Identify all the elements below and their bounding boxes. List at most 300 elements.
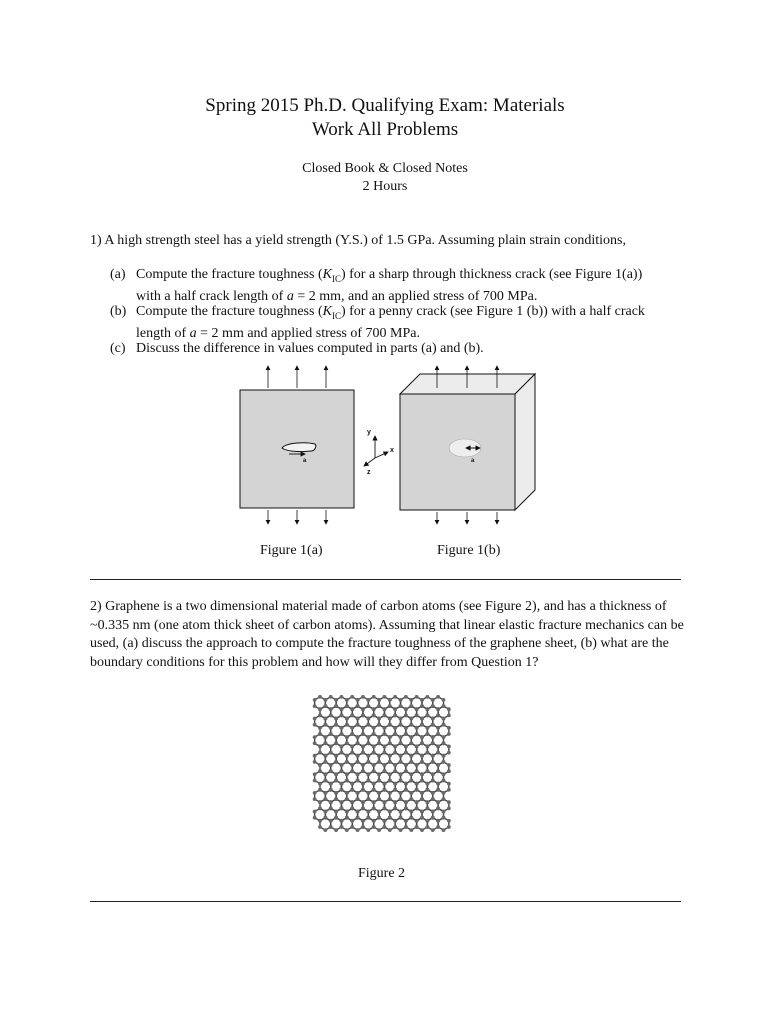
carbon-atom bbox=[447, 782, 451, 786]
carbon-atom bbox=[323, 772, 327, 776]
carbon-atom bbox=[409, 760, 413, 764]
carbon-atom bbox=[409, 735, 413, 739]
carbon-atom bbox=[366, 735, 370, 739]
q1-item-b bbox=[110, 303, 670, 344]
carbon-atom bbox=[393, 763, 397, 767]
carbon-atom bbox=[366, 704, 370, 708]
carbon-atom bbox=[431, 717, 435, 721]
carbon-atom bbox=[361, 732, 365, 736]
q1-item-a-label: (a) bbox=[110, 267, 126, 282]
carbon-atom bbox=[323, 816, 327, 820]
carbon-atom bbox=[345, 816, 349, 820]
carbon-atom bbox=[399, 797, 403, 801]
carbon-atom bbox=[356, 810, 360, 814]
carbon-atom bbox=[388, 828, 392, 832]
carbon-atom bbox=[420, 717, 424, 721]
carbon-atom bbox=[409, 754, 413, 758]
carbon-atom bbox=[334, 735, 338, 739]
carbon-atom bbox=[383, 726, 387, 730]
carbon-atom bbox=[404, 732, 408, 736]
carbon-atom bbox=[431, 698, 435, 702]
carbon-atom bbox=[442, 828, 446, 832]
carbon-atom bbox=[345, 723, 349, 727]
carbon-atom bbox=[431, 735, 435, 739]
carbon-atom bbox=[345, 810, 349, 814]
carbon-atom bbox=[361, 769, 365, 773]
carbon-atom bbox=[409, 810, 413, 814]
carbon-atom bbox=[345, 754, 349, 758]
carbon-atom bbox=[350, 726, 354, 730]
carbon-atom bbox=[399, 779, 403, 783]
carbon-atom bbox=[442, 717, 446, 721]
carbon-atom bbox=[436, 732, 440, 736]
carbon-atom bbox=[388, 754, 392, 758]
carbon-atom bbox=[425, 726, 429, 730]
carbon-atom bbox=[425, 782, 429, 786]
axis-x-label: x bbox=[390, 447, 394, 454]
carbon-atom bbox=[329, 800, 333, 804]
carbon-atom bbox=[356, 704, 360, 708]
carbon-atom bbox=[377, 760, 381, 764]
carbon-atom bbox=[366, 797, 370, 801]
carbon-atom bbox=[318, 788, 322, 792]
carbon-atom bbox=[334, 754, 338, 758]
carbon-atom bbox=[318, 707, 322, 711]
k-symbol: K bbox=[322, 267, 332, 282]
carbon-atom bbox=[366, 723, 370, 727]
carbon-atom bbox=[388, 797, 392, 801]
carbon-atom bbox=[318, 769, 322, 773]
carbon-atom bbox=[372, 751, 376, 755]
carbon-atom bbox=[425, 800, 429, 804]
carbon-atom bbox=[323, 797, 327, 801]
carbon-atom bbox=[350, 707, 354, 711]
carbon-atom bbox=[366, 810, 370, 814]
carbon-atom bbox=[318, 782, 322, 786]
carbon-atom bbox=[431, 791, 435, 795]
carbon-atom bbox=[361, 819, 365, 823]
k-subscript: IC bbox=[331, 273, 341, 284]
carbon-atom bbox=[388, 698, 392, 702]
carbon-atom bbox=[313, 741, 317, 745]
figure-1a-caption: Figure 1(a) bbox=[260, 543, 323, 558]
carbon-atom bbox=[383, 769, 387, 773]
carbon-atom bbox=[420, 741, 424, 745]
carbon-atom bbox=[420, 704, 424, 708]
carbon-atom bbox=[442, 741, 446, 745]
carbon-atom bbox=[366, 754, 370, 758]
carbon-atom bbox=[356, 772, 360, 776]
q1-intro: 1) A high strength steel has a yield strength (Y.S.) of 1.5 GPa. Assuming plain strain conditions, bbox=[90, 233, 626, 248]
carbon-atom bbox=[420, 698, 424, 702]
exam-title: Spring 2015 Ph.D. Qualifying Exam: Materials bbox=[205, 95, 565, 116]
carbon-atom bbox=[340, 745, 344, 749]
carbon-atom bbox=[399, 828, 403, 832]
carbon-atom bbox=[404, 714, 408, 718]
carbon-atom bbox=[383, 732, 387, 736]
carbon-atom bbox=[399, 810, 403, 814]
carbon-atom bbox=[404, 707, 408, 711]
carbon-atom bbox=[366, 779, 370, 783]
carbon-atom bbox=[372, 788, 376, 792]
carbon-atom bbox=[447, 769, 451, 773]
carbon-atom bbox=[399, 741, 403, 745]
carbon-atom bbox=[323, 760, 327, 764]
carbon-atom bbox=[329, 745, 333, 749]
carbon-atom bbox=[415, 695, 419, 699]
carbon-atom bbox=[329, 819, 333, 823]
carbon-atom bbox=[442, 779, 446, 783]
carbon-atom bbox=[366, 791, 370, 795]
carbon-atom bbox=[372, 707, 376, 711]
carbon-atom bbox=[334, 791, 338, 795]
carbon-atom bbox=[313, 772, 317, 776]
carbon-atom bbox=[393, 807, 397, 811]
carbon-atom bbox=[318, 695, 322, 699]
carbon-atom bbox=[431, 772, 435, 776]
carbon-atom bbox=[350, 714, 354, 718]
carbon-atom bbox=[334, 741, 338, 745]
carbon-atom bbox=[388, 772, 392, 776]
carbon-atom bbox=[313, 704, 317, 708]
carbon-atom bbox=[372, 726, 376, 730]
carbon-atom bbox=[431, 797, 435, 801]
carbon-atom bbox=[313, 717, 317, 721]
carbon-atom bbox=[350, 732, 354, 736]
carbon-atom bbox=[420, 754, 424, 758]
carbon-atom bbox=[399, 717, 403, 721]
carbon-atom bbox=[361, 751, 365, 755]
carbon-atom bbox=[377, 698, 381, 702]
carbon-atom bbox=[329, 807, 333, 811]
carbon-atom bbox=[356, 797, 360, 801]
carbon-atom bbox=[313, 760, 317, 764]
section-divider bbox=[90, 579, 681, 580]
carbon-atom bbox=[409, 779, 413, 783]
carbon-atom bbox=[383, 763, 387, 767]
q1-item-b-label: (b) bbox=[110, 304, 127, 319]
carbon-atom bbox=[393, 782, 397, 786]
carbon-atom bbox=[350, 807, 354, 811]
carbon-atom bbox=[334, 698, 338, 702]
carbon-atom bbox=[399, 698, 403, 702]
a-symbol: a bbox=[286, 289, 294, 305]
carbon-atom bbox=[442, 735, 446, 739]
carbon-atom bbox=[313, 797, 317, 801]
carbon-atom bbox=[425, 695, 429, 699]
carbon-atom bbox=[431, 760, 435, 764]
carbon-atom bbox=[425, 819, 429, 823]
exam-subtitle: Work All Problems bbox=[311, 119, 459, 140]
carbon-atom bbox=[388, 791, 392, 795]
carbon-atom bbox=[372, 695, 376, 699]
carbon-atom bbox=[388, 810, 392, 814]
carbon-atom bbox=[399, 772, 403, 776]
carbon-atom bbox=[340, 714, 344, 718]
carbon-atom bbox=[388, 741, 392, 745]
carbon-atom bbox=[436, 800, 440, 804]
carbon-atom bbox=[393, 714, 397, 718]
carbon-atom bbox=[393, 695, 397, 699]
carbon-atom bbox=[377, 816, 381, 820]
carbon-atom bbox=[436, 751, 440, 755]
carbon-atom bbox=[377, 754, 381, 758]
carbon-atom bbox=[388, 723, 392, 727]
carbon-atom bbox=[318, 745, 322, 749]
carbon-atom bbox=[388, 704, 392, 708]
carbon-atom bbox=[372, 745, 376, 749]
carbon-atom bbox=[393, 707, 397, 711]
carbon-atom bbox=[361, 707, 365, 711]
carbon-atom bbox=[442, 810, 446, 814]
carbon-atom bbox=[442, 772, 446, 776]
carbon-atom bbox=[361, 800, 365, 804]
carbon-atom bbox=[415, 819, 419, 823]
carbon-atom bbox=[356, 791, 360, 795]
carbon-atom bbox=[415, 782, 419, 786]
carbon-atom bbox=[383, 714, 387, 718]
carbon-atom bbox=[313, 779, 317, 783]
a-symbol: a bbox=[189, 326, 197, 342]
carbon-atom bbox=[361, 763, 365, 767]
carbon-atom bbox=[420, 760, 424, 764]
carbon-atom bbox=[313, 698, 317, 702]
carbon-atom bbox=[361, 714, 365, 718]
q1-item-a-text-3: = 2 mm, and an applied stress of 700 MPa. bbox=[293, 289, 538, 305]
carbon-atom bbox=[415, 726, 419, 730]
carbon-atom bbox=[399, 791, 403, 795]
carbon-atom bbox=[329, 751, 333, 755]
carbon-atom bbox=[425, 769, 429, 773]
carbon-atom bbox=[383, 800, 387, 804]
carbon-atom bbox=[388, 760, 392, 764]
carbon-atom bbox=[399, 754, 403, 758]
carbon-atom bbox=[436, 807, 440, 811]
carbon-atom bbox=[350, 819, 354, 823]
carbon-atom bbox=[409, 698, 413, 702]
carbon-atom bbox=[436, 763, 440, 767]
carbon-atom bbox=[383, 745, 387, 749]
carbon-atom bbox=[399, 723, 403, 727]
carbon-atom bbox=[404, 788, 408, 792]
carbon-atom bbox=[377, 797, 381, 801]
carbon-atom bbox=[323, 698, 327, 702]
carbon-atom bbox=[372, 769, 376, 773]
carbon-atom bbox=[442, 704, 446, 708]
carbon-atom bbox=[415, 751, 419, 755]
carbon-atom bbox=[377, 772, 381, 776]
carbon-atom bbox=[393, 745, 397, 749]
carbon-atom bbox=[447, 751, 451, 755]
carbon-atom bbox=[329, 726, 333, 730]
carbon-atom bbox=[350, 695, 354, 699]
carbon-atom bbox=[340, 751, 344, 755]
carbon-atom bbox=[340, 782, 344, 786]
carbon-atom bbox=[383, 788, 387, 792]
carbon-atom bbox=[377, 741, 381, 745]
carbon-atom bbox=[329, 732, 333, 736]
carbon-atom bbox=[323, 723, 327, 727]
carbon-atom bbox=[420, 791, 424, 795]
carbon-atom bbox=[420, 797, 424, 801]
carbon-atom bbox=[436, 782, 440, 786]
carbon-atom bbox=[404, 825, 408, 829]
carbon-atom bbox=[323, 735, 327, 739]
carbon-atom bbox=[447, 788, 451, 792]
carbon-atom bbox=[356, 816, 360, 820]
carbon-atom bbox=[425, 788, 429, 792]
carbon-atom bbox=[399, 704, 403, 708]
carbon-atom bbox=[345, 735, 349, 739]
crack-label-b: a bbox=[471, 458, 475, 464]
carbon-atom bbox=[356, 735, 360, 739]
carbon-atom bbox=[447, 763, 451, 767]
carbon-atom bbox=[442, 760, 446, 764]
coordinate-axes bbox=[364, 429, 394, 476]
carbon-atom bbox=[409, 741, 413, 745]
carbon-atom bbox=[425, 745, 429, 749]
carbon-atom bbox=[447, 807, 451, 811]
carbon-atom bbox=[345, 760, 349, 764]
carbon-atom bbox=[404, 819, 408, 823]
carbon-atom bbox=[442, 797, 446, 801]
carbon-atom bbox=[399, 735, 403, 739]
carbon-atom bbox=[356, 698, 360, 702]
carbon-atom bbox=[377, 723, 381, 727]
carbon-atom bbox=[372, 714, 376, 718]
graphene-lattice-figure bbox=[312, 695, 458, 847]
carbon-atom bbox=[334, 828, 338, 832]
carbon-atom bbox=[340, 726, 344, 730]
carbon-atom bbox=[334, 704, 338, 708]
carbon-atom bbox=[436, 714, 440, 718]
carbon-atom bbox=[404, 807, 408, 811]
carbon-atom bbox=[393, 732, 397, 736]
carbon-atom bbox=[350, 788, 354, 792]
q1-item-b-text-3: = 2 mm and applied stress of 700 MPa. bbox=[196, 326, 420, 342]
figure-2-caption: Figure 2 bbox=[358, 866, 406, 881]
q1-item-b-text-2: ) for a penny crack (see Figure 1 (b)) with a half crack length of bbox=[136, 304, 645, 342]
carbon-atom bbox=[409, 717, 413, 721]
carbon-atom bbox=[345, 717, 349, 721]
carbon-atom bbox=[415, 807, 419, 811]
carbon-atom bbox=[356, 779, 360, 783]
carbon-atom bbox=[361, 782, 365, 786]
carbon-atom bbox=[399, 760, 403, 764]
carbon-atom bbox=[356, 741, 360, 745]
carbon-atom bbox=[323, 810, 327, 814]
carbon-atom bbox=[350, 825, 354, 829]
carbon-atom bbox=[393, 788, 397, 792]
carbon-atom bbox=[436, 788, 440, 792]
carbon-atom bbox=[345, 741, 349, 745]
figure-1b-caption: Figure 1(b) bbox=[437, 543, 501, 558]
carbon-atom bbox=[409, 723, 413, 727]
carbon-atom bbox=[420, 779, 424, 783]
carbon-atom bbox=[436, 745, 440, 749]
carbon-atom bbox=[356, 754, 360, 758]
carbon-atom bbox=[361, 788, 365, 792]
carbon-atom bbox=[431, 723, 435, 727]
carbon-atom bbox=[313, 735, 317, 739]
carbon-atom bbox=[388, 717, 392, 721]
carbon-atom bbox=[323, 704, 327, 708]
carbon-atom bbox=[404, 726, 408, 730]
carbon-atom bbox=[377, 810, 381, 814]
carbon-atom bbox=[447, 714, 451, 718]
carbon-atom bbox=[340, 695, 344, 699]
carbon-atom bbox=[404, 800, 408, 804]
carbon-atom bbox=[318, 807, 322, 811]
carbon-atom bbox=[318, 800, 322, 804]
carbon-atom bbox=[420, 723, 424, 727]
exam-duration: 2 Hours bbox=[362, 179, 408, 194]
carbon-atom bbox=[388, 735, 392, 739]
carbon-atom bbox=[404, 751, 408, 755]
carbon-atom bbox=[415, 763, 419, 767]
q1-item-a-text-1: Compute the fracture toughness ( bbox=[136, 267, 323, 282]
plate-a bbox=[240, 366, 354, 524]
carbon-atom bbox=[329, 763, 333, 767]
carbon-atom bbox=[388, 779, 392, 783]
carbon-atom bbox=[399, 816, 403, 820]
carbon-atom bbox=[377, 828, 381, 832]
carbon-atom bbox=[442, 791, 446, 795]
q1-item-a bbox=[110, 266, 670, 307]
carbon-atom bbox=[340, 732, 344, 736]
carbon-atom bbox=[415, 732, 419, 736]
carbon-atom bbox=[431, 741, 435, 745]
carbon-atom bbox=[415, 788, 419, 792]
crack-label-a: a bbox=[303, 458, 307, 464]
q1-item-c-label: (c) bbox=[110, 341, 126, 356]
carbon-atom bbox=[356, 760, 360, 764]
carbon-atom bbox=[366, 816, 370, 820]
carbon-atom bbox=[420, 828, 424, 832]
carbon-atom bbox=[318, 714, 322, 718]
carbon-atom bbox=[415, 800, 419, 804]
carbon-atom bbox=[329, 707, 333, 711]
carbon-atom bbox=[356, 828, 360, 832]
carbon-atom bbox=[383, 825, 387, 829]
page-bottom-rule bbox=[90, 901, 681, 902]
carbon-atom bbox=[442, 698, 446, 702]
carbon-atom bbox=[340, 825, 344, 829]
carbon-atom bbox=[383, 782, 387, 786]
carbon-atom bbox=[340, 788, 344, 792]
carbon-atom bbox=[383, 707, 387, 711]
carbon-atom bbox=[425, 751, 429, 755]
carbon-atom bbox=[409, 797, 413, 801]
carbon-atom bbox=[442, 754, 446, 758]
carbon-atom bbox=[323, 717, 327, 721]
carbon-atom bbox=[404, 769, 408, 773]
carbon-atom bbox=[393, 751, 397, 755]
carbon-atom bbox=[350, 763, 354, 767]
carbon-atom bbox=[425, 707, 429, 711]
carbon-atom bbox=[318, 819, 322, 823]
carbon-atom bbox=[415, 769, 419, 773]
carbon-atom bbox=[393, 726, 397, 730]
carbon-atom bbox=[334, 779, 338, 783]
carbon-atom bbox=[318, 732, 322, 736]
carbon-atom bbox=[361, 726, 365, 730]
carbon-atom bbox=[340, 807, 344, 811]
carbon-atom bbox=[425, 714, 429, 718]
carbon-atom bbox=[318, 825, 322, 829]
carbon-atom bbox=[420, 772, 424, 776]
carbon-atom bbox=[345, 772, 349, 776]
